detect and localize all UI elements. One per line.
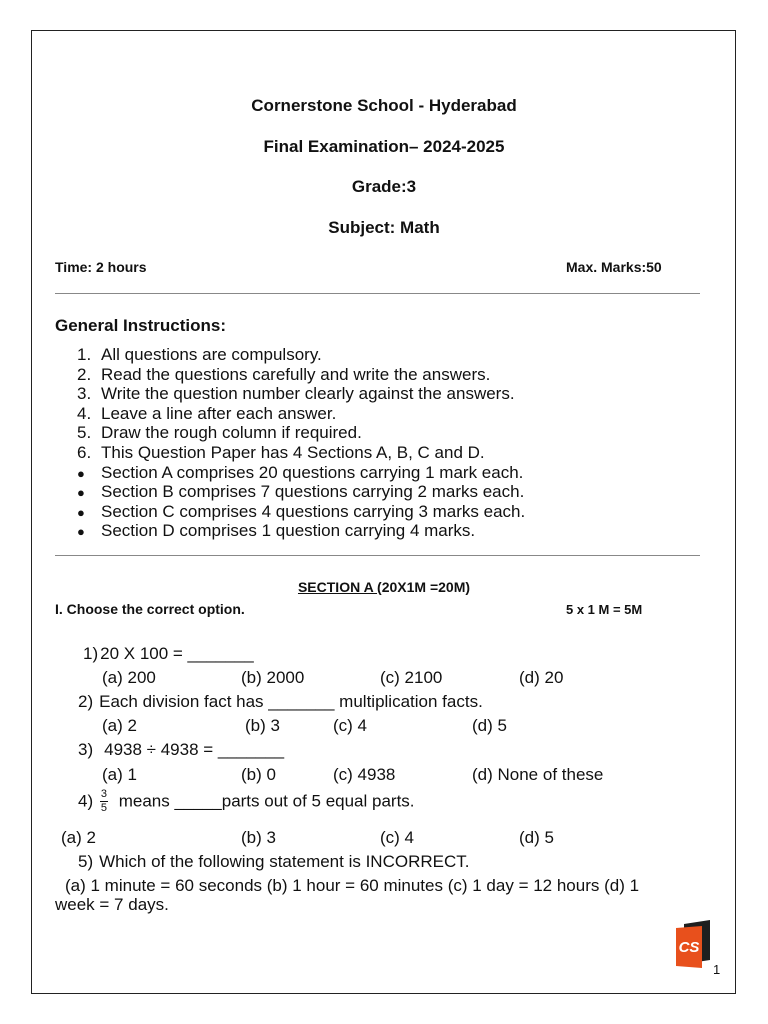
exam-title: Final Examination– 2024-2025 (263, 137, 505, 156)
bullet-icon: ● (77, 466, 85, 481)
q2-option-d: (d) 5 (472, 716, 507, 735)
section-a-heading (0, 579, 768, 595)
question-number: 2) (78, 692, 94, 711)
list-marker: 5. (77, 423, 92, 442)
instruction-item (77, 443, 485, 463)
q3-option-c: (c) 4938 (333, 765, 396, 784)
instruction-item (77, 521, 475, 541)
question-text: 20 X 100 = _______ (100, 644, 254, 663)
question-number: 4) (78, 791, 94, 811)
instruction-text: Write the question number clearly against the answers. (101, 384, 515, 403)
question-3 (78, 740, 284, 760)
instruction-text: Section A comprises 20 questions carrying 1 mark each. (101, 463, 524, 482)
max-marks-label: Max. Marks:50 (566, 259, 662, 275)
question-4 (78, 788, 415, 815)
question-text: 4938 ÷ 4938 = _______ (104, 740, 285, 759)
instruction-text: Leave a line after each answer. (101, 404, 337, 423)
instruction-text: Draw the rough column if required. (101, 423, 362, 442)
q5-options-line-1: (a) 1 minute = 60 seconds (b) 1 hour = 60 minutes (c) 1 day = 12 hours (d) 1 (65, 876, 640, 895)
q4-option-b: (b) 3 (241, 828, 276, 847)
instruction-text: This Question Paper has 4 Sections A, B, C and D. (101, 443, 485, 462)
section-a-marks: (20X1M =20M) (377, 579, 471, 595)
instruction-item (77, 404, 336, 424)
fraction-numerator: 3 (100, 788, 107, 800)
instruction-text: Section C comprises 4 questions carrying 3 marks each. (101, 502, 526, 521)
q3-option-d: (d) None of these (472, 765, 604, 784)
question-number: 3) (78, 740, 94, 759)
list-marker: 6. (77, 443, 92, 462)
instruction-text: All questions are compulsory. (101, 345, 322, 364)
instruction-item (77, 345, 322, 365)
logo-text: CS (678, 939, 700, 956)
question-number: 5) (78, 852, 94, 871)
instruction-item (77, 463, 523, 483)
q1-option-d: (d) 20 (519, 668, 564, 687)
part-marks: 5 x 1 M = 5M (566, 602, 643, 617)
instruction-text: Read the questions carefully and write the answers. (101, 365, 491, 384)
list-marker: 4. (77, 404, 92, 423)
instruction-text: Section B comprises 7 questions carrying 2 marks each. (101, 482, 525, 501)
subject-label: Subject: Math (328, 218, 440, 237)
q2-option-a: (a) 2 (102, 716, 137, 735)
list-marker: 1. (77, 345, 92, 364)
q3-option-a: (a) 1 (102, 765, 137, 784)
q1-option-a: (a) 200 (102, 668, 156, 687)
q2-option-b: (b) 3 (245, 716, 280, 735)
q5-options-line-2: week = 7 days. (55, 895, 169, 914)
question-text: Each division fact has _______ multiplication facts. (99, 692, 483, 711)
q1-option-c: (c) 2100 (380, 668, 443, 687)
time-label: Time: 2 hours (55, 259, 147, 275)
instruction-item (77, 423, 362, 443)
question-1 (83, 644, 254, 664)
question-number: 1) (83, 644, 99, 663)
instruction-text: Section D comprises 1 question carrying 4 marks. (101, 521, 476, 540)
fraction (100, 788, 108, 815)
bullet-icon: ● (77, 485, 85, 500)
instruction-item (77, 384, 515, 404)
instruction-item (77, 502, 525, 522)
section-a-title: SECTION A (297, 579, 378, 595)
question-text: means _____parts out of 5 equal parts. (118, 791, 415, 811)
header-divider (55, 293, 700, 294)
school-name: Cornerstone School - Hyderabad (251, 96, 517, 115)
bullet-icon: ● (77, 505, 85, 520)
question-2 (78, 692, 483, 712)
q2-option-c: (c) 4 (333, 716, 367, 735)
page-number: 1 (713, 962, 721, 977)
instructions-divider (55, 555, 700, 556)
q3-option-b: (b) 0 (241, 765, 276, 784)
part-title: I. Choose the correct option. (55, 601, 245, 617)
question-text: Which of the following statement is INCORRECT. (99, 852, 470, 871)
instruction-item (77, 482, 524, 502)
question-5 (78, 852, 469, 872)
fraction-denominator: 5 (100, 802, 107, 814)
instruction-item (77, 365, 490, 385)
q4-option-d: (d) 5 (519, 828, 554, 847)
instructions-title: General Instructions: (55, 316, 226, 335)
q4-option-c: (c) 4 (380, 828, 414, 847)
list-marker: 3. (77, 384, 92, 403)
list-marker: 2. (77, 365, 92, 384)
grade-label: Grade:3 (351, 177, 417, 196)
cs-logo-icon (676, 920, 710, 968)
bullet-icon: ● (77, 524, 85, 539)
q1-option-b: (b) 2000 (241, 668, 305, 687)
q4-option-a: (a) 2 (61, 828, 96, 847)
